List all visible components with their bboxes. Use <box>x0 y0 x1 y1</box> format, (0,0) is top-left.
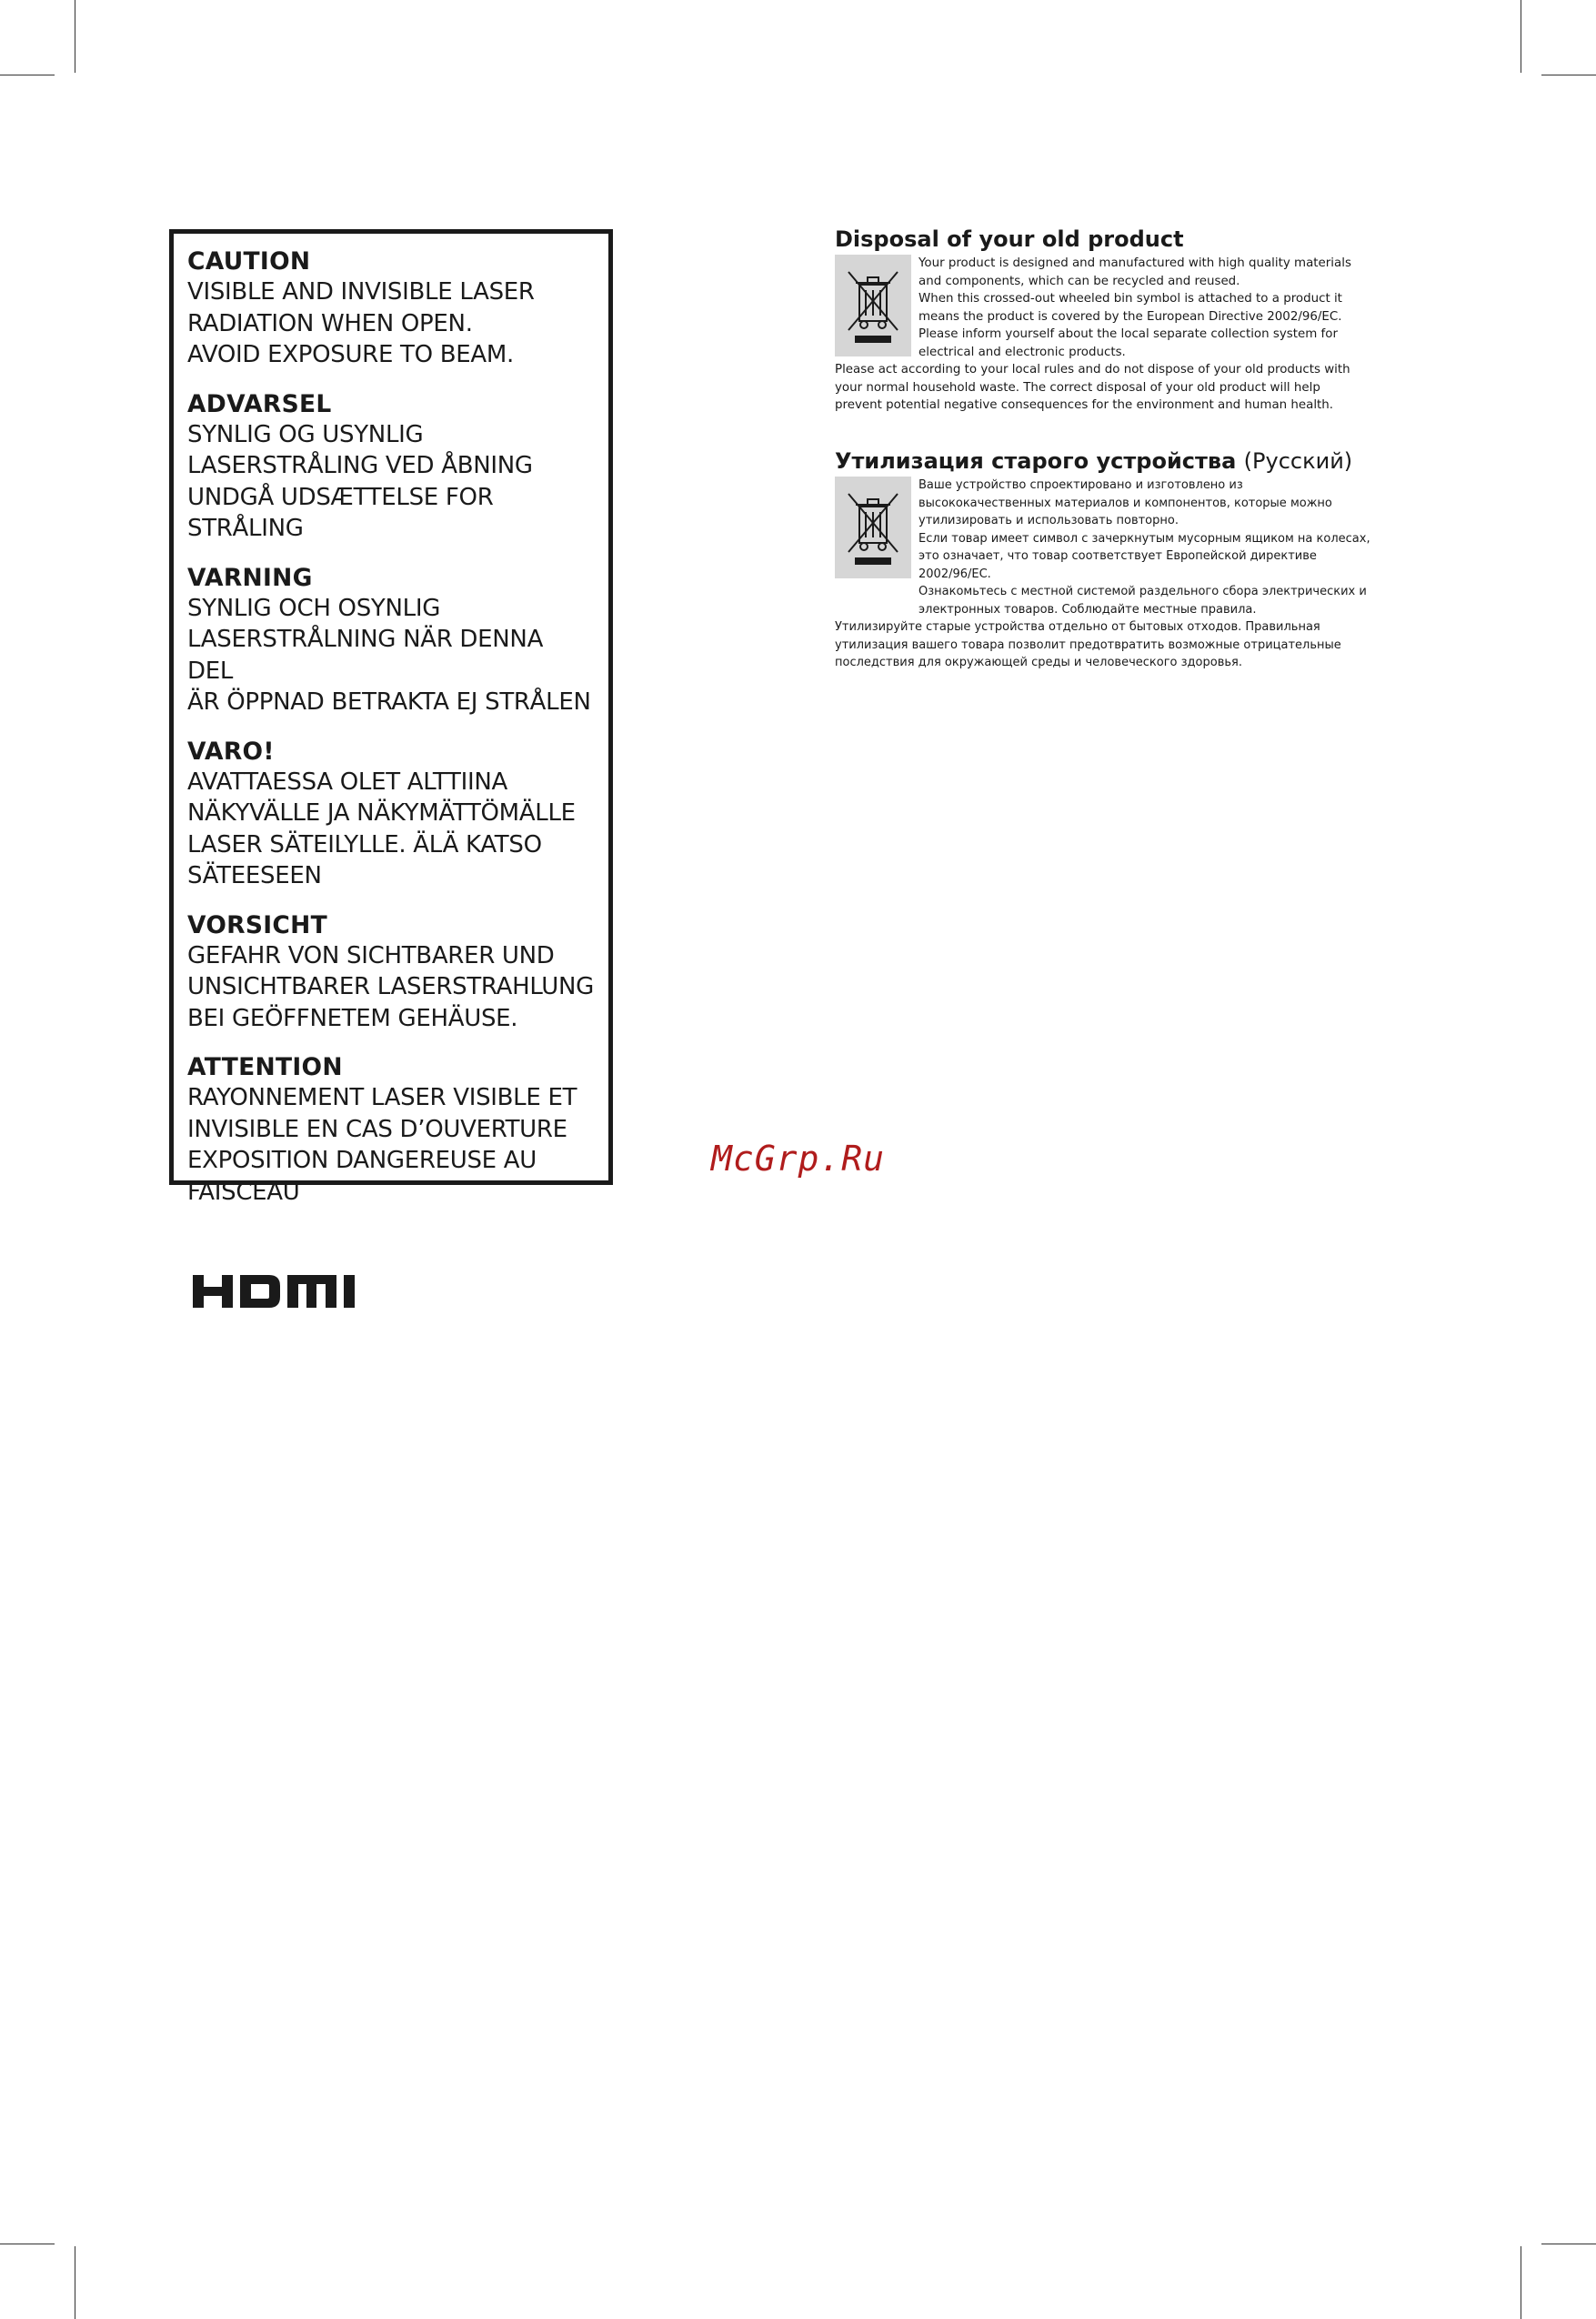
text-line: Please act according to your local rules and do not dispose of your old products with <box>835 363 1350 376</box>
disposal-title-ru <box>835 447 1380 475</box>
text-line: Ваше устройство спроектировано и изготовлено из <box>918 478 1243 492</box>
watermark-text: McGrp.Ru <box>711 1139 886 1179</box>
disposal-title-text: Утилизация старого устройства <box>835 448 1237 474</box>
disposal-section-ru <box>835 447 1380 672</box>
warning-title: VORSICHT <box>187 910 328 939</box>
text-line: утилизация вашего товара позволит предотвратить возможные отрицательные <box>835 637 1341 652</box>
text-line: and components, which can be recycled and reused. <box>918 274 1240 288</box>
text-line: Your product is designed and manufactured with high quality materials <box>918 256 1351 270</box>
text-line: утилизировать и использовать повторно. <box>918 514 1179 527</box>
text-line: Please inform yourself about the local separate collection system for <box>918 327 1338 341</box>
text-line: Утилизируйте старые устройства отдельно от бытовых отходов. Правильная <box>835 620 1320 634</box>
warning-text: GEFAHR VON SICHTBARER UND UNSICHTBARER LASERSTRAHLUNG BEI GEÖFFNETEM GEHÄUSE. <box>187 941 595 1032</box>
warning-text: RAYONNEMENT LASER VISIBLE ET INVISIBLE EN CAS D’OUVERTURE EXPOSITION DANGEREUSE AU FAISCEAU <box>187 1084 577 1206</box>
text-line: высококачественных материалов и компонентов, которые можно <box>918 496 1332 510</box>
text-line: электронных товаров. Соблюдайте местные правила. <box>918 602 1257 617</box>
warning-block-fi <box>187 737 596 892</box>
text-line: последствия для окружающей среды и человеческого здоровья. <box>835 656 1242 669</box>
warning-title: ATTENTION <box>187 1053 343 1081</box>
weee-bin-icon <box>835 477 911 578</box>
text-line: prevent potential negative consequences for the environment and human health. <box>835 398 1334 412</box>
disposal-side-text <box>918 477 1370 618</box>
laser-caution-box <box>169 229 613 1206</box>
disposal-full-text <box>835 618 1380 672</box>
weee-bin-icon <box>835 255 911 356</box>
warning-title: VARO! <box>187 737 275 766</box>
text-line: Ознакомьтесь с местной системой раздельного сбора электрических и <box>918 585 1367 598</box>
warning-block-fr <box>187 1052 596 1208</box>
warning-block-en <box>187 246 596 371</box>
warning-text: VISIBLE AND INVISIBLE LASER RADIATION WHEN OPEN. AVOID EXPOSURE TO BEAM. <box>187 278 535 368</box>
warning-block-sv <box>187 563 596 718</box>
disposal-section-en <box>835 226 1380 415</box>
text-line: electrical and electronic products. <box>918 345 1126 359</box>
warning-text: SYNLIG OCH OSYNLIG LASERSTRÅLNING NÄR DENNA DEL ÄR ÖPPNAD BETRAKTA EJ STRÅLEN <box>187 594 591 716</box>
warning-title: VARNING <box>187 563 313 592</box>
text-line: это означает, что товар соответствует Европейской директиве <box>918 549 1317 563</box>
warning-title: CAUTION <box>187 247 311 276</box>
text-line: Если товар имеет символ с зачеркнутым мусорным ящиком на колесах, <box>918 531 1370 546</box>
text-line: 2002/96/EC. <box>918 567 991 581</box>
warning-block-de <box>187 910 596 1035</box>
text-line: your normal household waste. The correct disposal of your old product will help <box>835 380 1320 395</box>
text-line: means the product is covered by the European Directive 2002/96/EC. <box>918 309 1342 324</box>
warning-text: AVATTAESSA OLET ALTTIINA NÄKYVÄLLE JA NÄKYMÄTTÖMÄLLE LASER SÄTEILYLLE. ÄLÄ KATSO SÄTEESEEN <box>187 768 576 889</box>
disposal-title: Disposal of your old product <box>835 226 1184 252</box>
text-line: When this crossed-out wheeled bin symbol is attached to a product it <box>918 292 1342 306</box>
disposal-full-text <box>835 361 1380 415</box>
warning-text: SYNLIG OG USYNLIG LASERSTRÅLING VED ÅBNING UNDGÅ UDSÆTTELSE FOR STRÅLING <box>187 420 533 542</box>
warning-title: ADVARSEL <box>187 389 332 418</box>
hdmi-logo-icon <box>193 1275 375 1311</box>
language-label: (Русский) <box>1243 448 1353 474</box>
disposal-side-text <box>918 255 1351 361</box>
warning-block-da <box>187 389 596 545</box>
